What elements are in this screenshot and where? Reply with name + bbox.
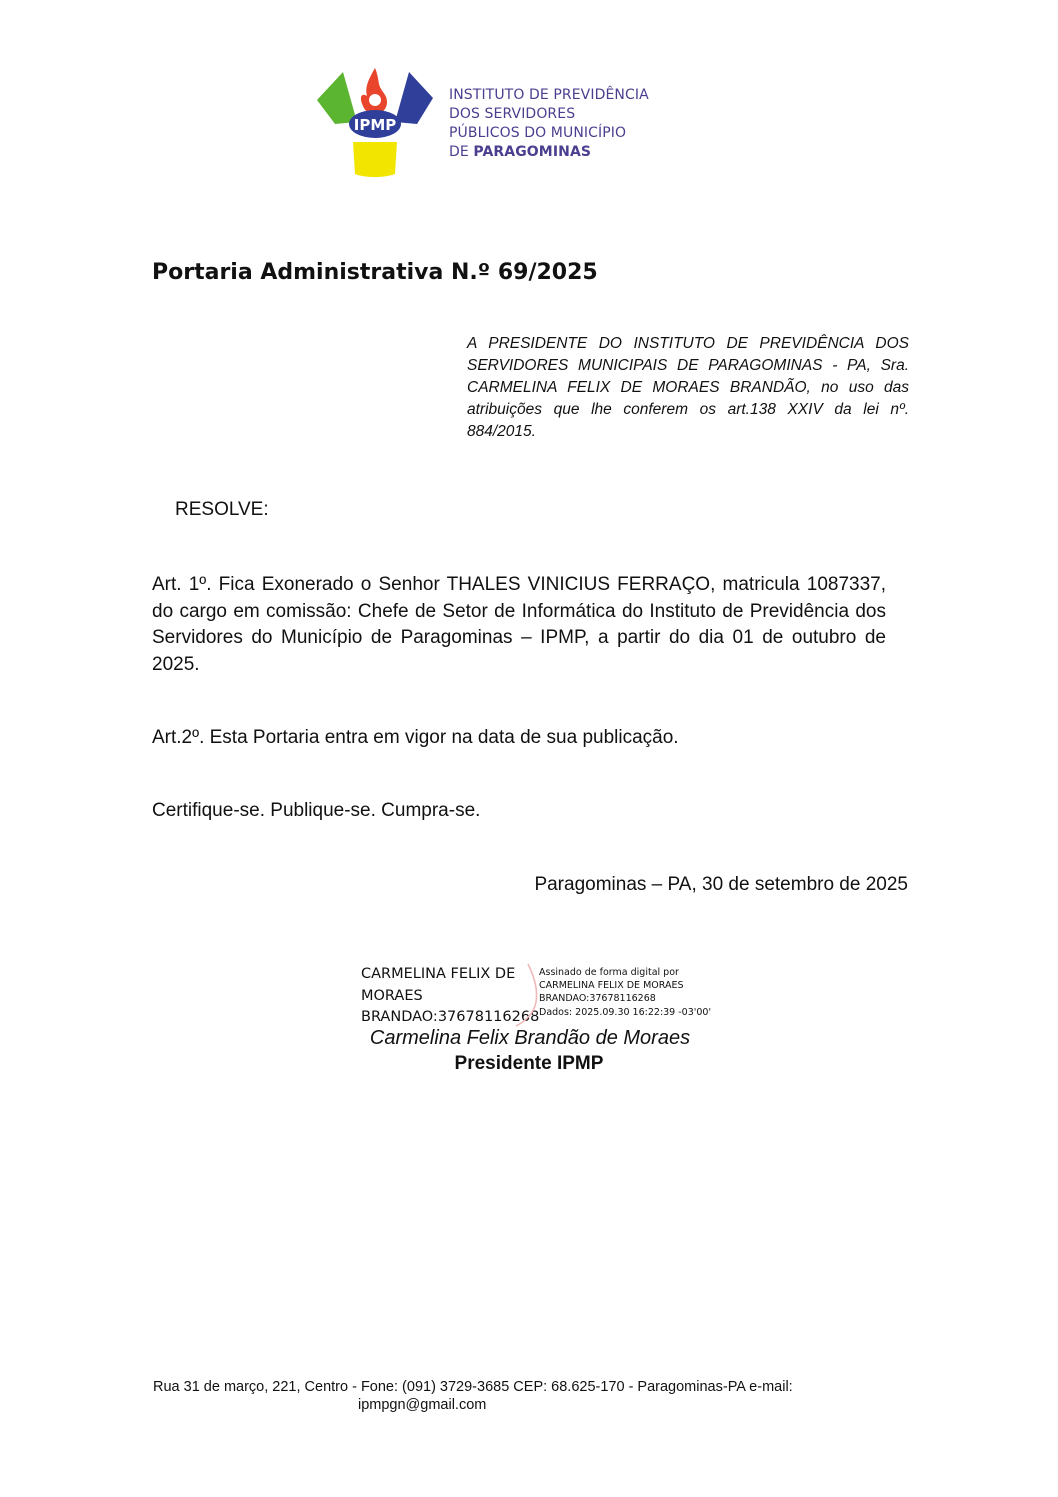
signature-name-line-3: BRANDAO:37678116268 — [361, 1009, 540, 1025]
digital-signature-line-2: CARMELINA FELIX DE MORAES — [539, 980, 684, 992]
place-date: Paragominas – PA, 30 de setembro de 2025 — [534, 874, 908, 895]
logo-acronym: IPMP — [353, 116, 397, 134]
digital-signature-details — [539, 966, 711, 1019]
institute-name-line-3: PÚBLICOS DO MUNICÍPIO — [449, 125, 627, 141]
signer-name-text: Carmelina Felix Brandão de Moraes — [369, 1027, 691, 1049]
signer-name — [0, 1027, 1058, 1050]
ipmp-emblem-icon — [315, 62, 445, 180]
footer-contact — [153, 1378, 906, 1414]
article-1: Art. 1º. Fica Exonerado o Senhor THALES VINICIUS FERRAÇO, matricula 1087337, do cargo em comissão: Chefe de Setor de Informática do Instituto de Previdência dos Servidores do Município de Paragominas – IPMP, a partir do dia 01 de outubro de 2025. — [152, 574, 886, 675]
document-title: Portaria Administrativa N.º 69/2025 — [152, 260, 598, 285]
preamble: A PRESIDENTE DO INSTITUTO DE PREVIDÊNCIA DOS SERVIDORES MUNICIPAIS DE PARAGOMINAS - PA, Sra. CARMELINA FELIX DE MORAES BRANDÃO, no uso das atribuições que lhe conferem os art.138 XXIV da lei nº. 884/2015. — [467, 335, 909, 440]
article-2: Art.2º. Esta Portaria entra em vigor na data de sua publicação. — [152, 727, 679, 748]
digital-signature-line-1: Assinado de forma digital por — [539, 967, 679, 978]
institute-name-city: PARAGOMINAS — [473, 144, 592, 160]
institute-name-line-1: INSTITUTO DE PREVIDÊNCIA — [449, 87, 649, 103]
signature-scribble-icon — [510, 962, 542, 1028]
institute-name-line-4 — [449, 143, 669, 162]
digital-signature-line-4: Dados: 2025.09.30 16:22:39 -03'00' — [539, 1006, 712, 1018]
institute-name-prefix: DE — [449, 144, 474, 160]
footer-email[interactable]: ipmpgn@gmail.com — [358, 1397, 487, 1413]
institute-logo — [315, 62, 660, 180]
footer-address: Rua 31 de março, 221, Centro - Fone: (091) 3729-3685 CEP: 68.625-170 - Paragominas-PA e-mail: — [153, 1379, 793, 1395]
signature-name-line-1: CARMELINA FELIX DE — [361, 966, 516, 982]
closing-formula: Certifique-se. Publique-se. Cumpra-se. — [152, 800, 481, 821]
digital-signature-line-3: BRANDAO:37678116268 — [539, 993, 656, 1005]
signature-name-line-2: MORAES — [361, 987, 423, 1004]
signer-role: Presidente IPMP — [454, 1053, 604, 1074]
institute-name-line-2: DOS SERVIDORES — [449, 106, 576, 122]
signature-name — [361, 964, 540, 1029]
resolve-heading: RESOLVE: — [175, 499, 269, 520]
institute-name — [449, 86, 669, 162]
